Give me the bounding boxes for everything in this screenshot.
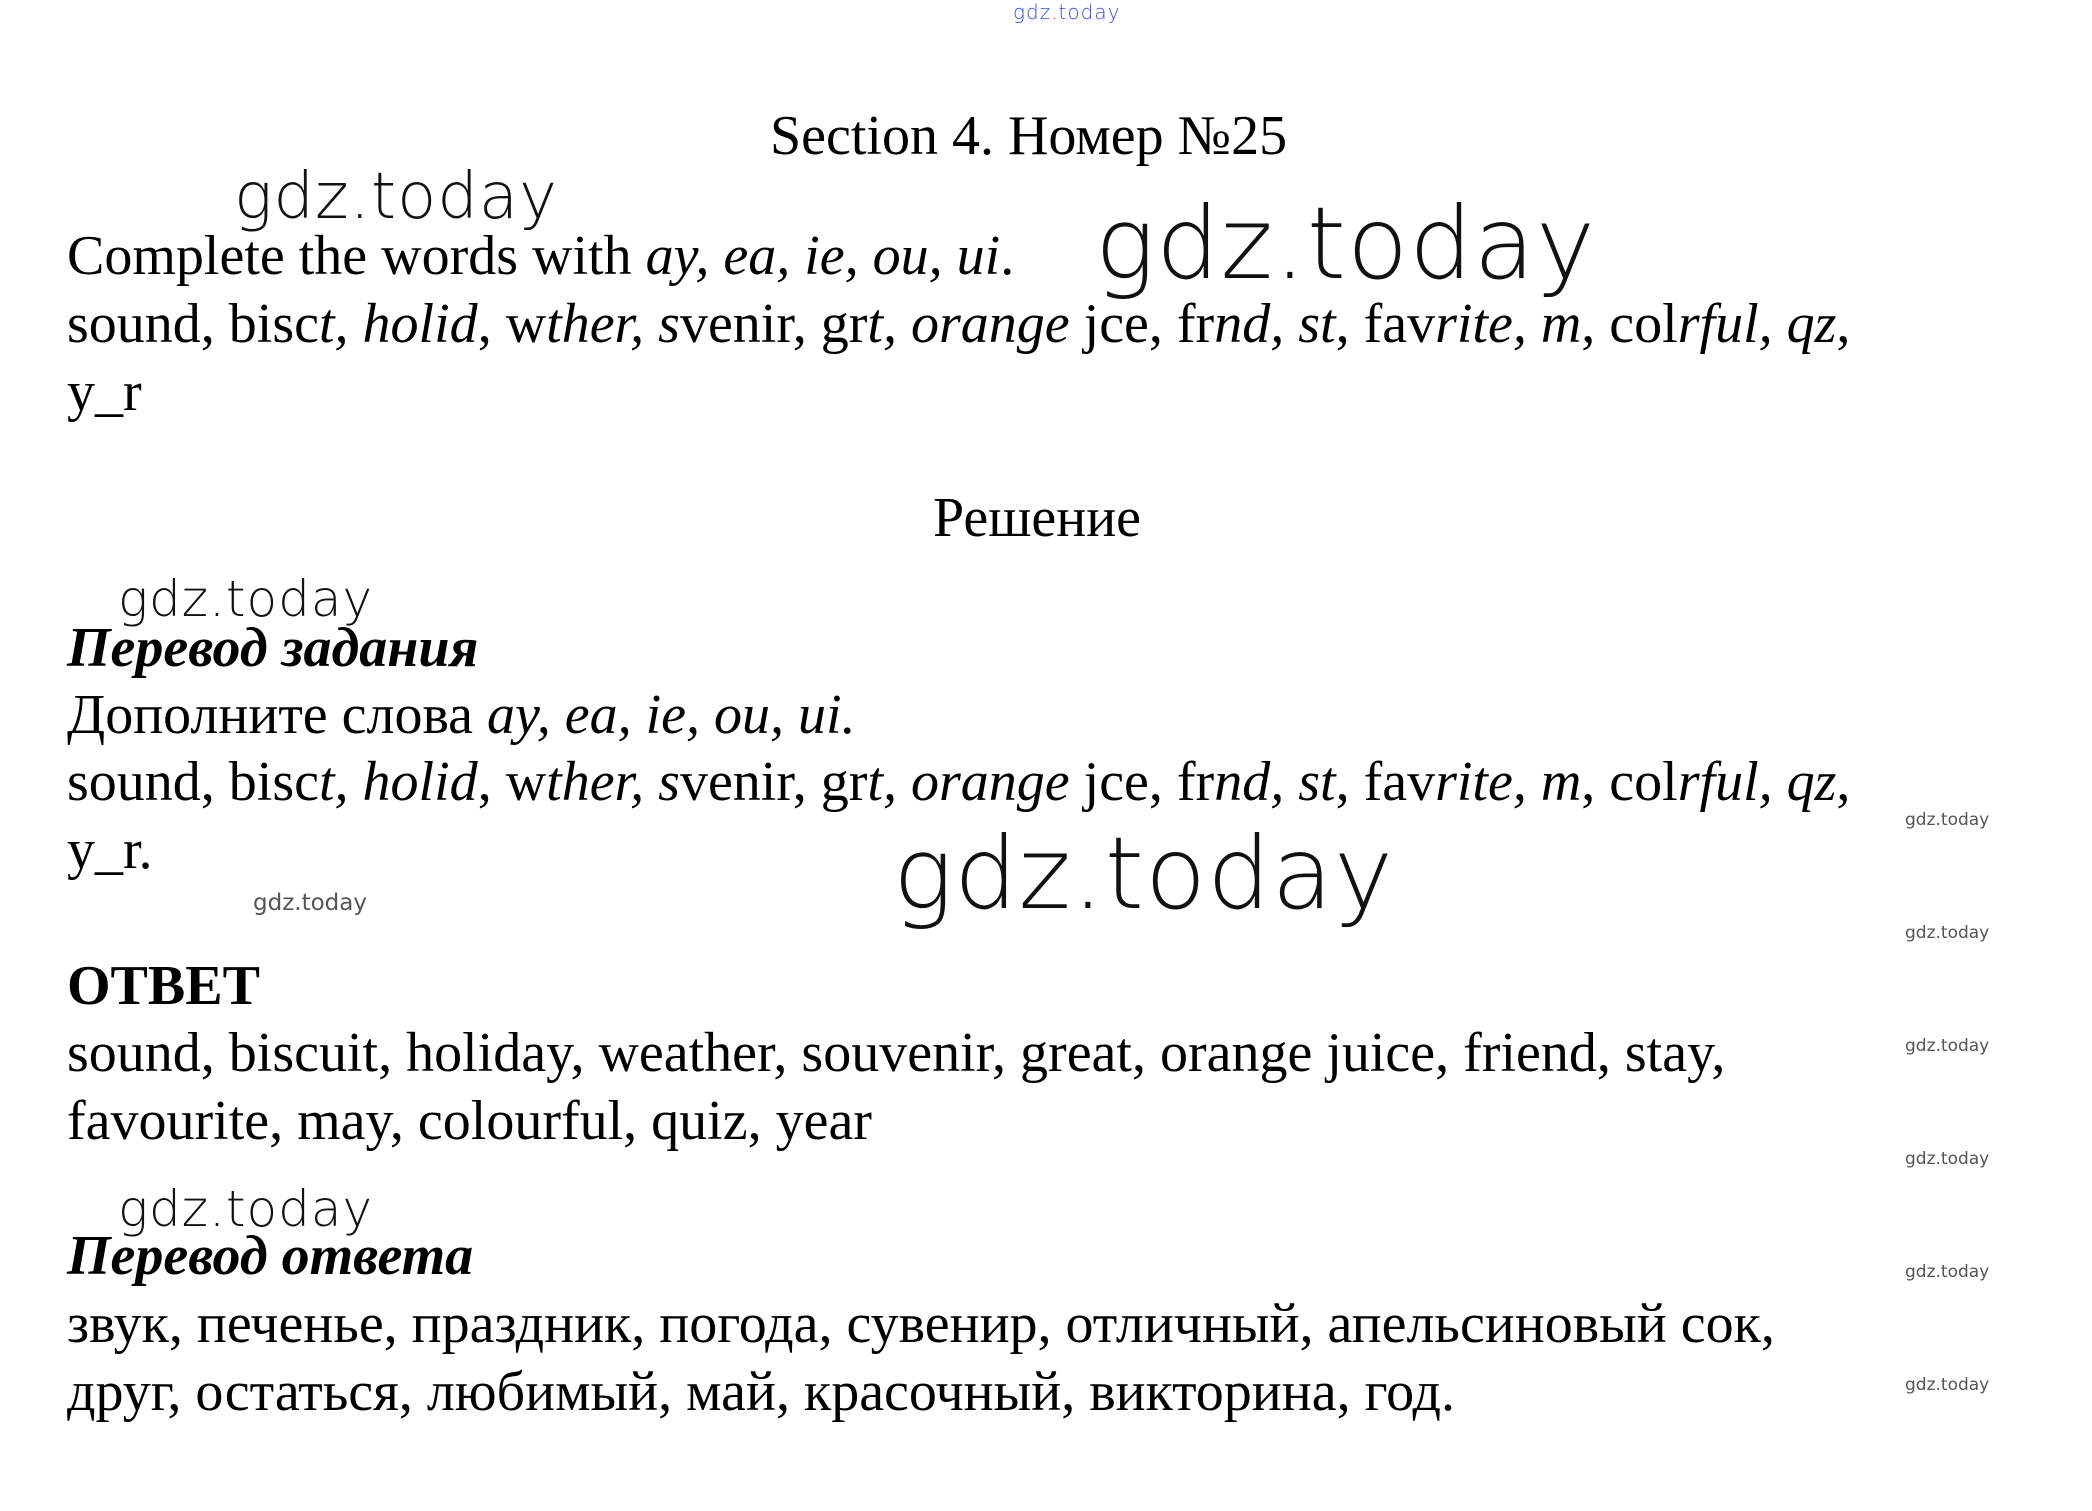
- word-segment: j: [1083, 751, 1100, 813]
- page-title: Section 4. Номер №25: [770, 105, 1288, 167]
- instruction-letters: ay, ea, ie, ou, ui: [645, 225, 1001, 287]
- answer-line2: favourite, may, colourful, quiz, year: [67, 1090, 872, 1152]
- translation-letters: ay, ea, ie, ou, ui.: [487, 684, 856, 746]
- answer-translation-heading: Перевод ответа: [67, 1225, 474, 1287]
- task-words-line1: [67, 290, 1850, 358]
- word-segment: ther, s: [546, 751, 680, 813]
- watermark: gdz.today: [893, 815, 1395, 932]
- watermark: gdz.today: [118, 570, 374, 628]
- word-segment: venir, gr: [679, 751, 868, 813]
- watermark-small: gdz.today: [1905, 1149, 1990, 1169]
- translation-words-line2: y_r.: [67, 819, 153, 881]
- word-segment: ,: [1836, 751, 1851, 813]
- word-segment: ce, fr: [1099, 293, 1215, 355]
- word-segment: t, orange: [867, 751, 1084, 813]
- instruction-prefix: Complete the words with: [67, 225, 646, 287]
- word-segment: , col: [1581, 751, 1678, 813]
- word-segment: venir, gr: [679, 293, 868, 355]
- word-segment: rite, m: [1435, 751, 1582, 813]
- word-segment: rite, m: [1435, 293, 1582, 355]
- word-segment: , fav: [1335, 293, 1436, 355]
- word-segment: sound, bisc: [67, 293, 319, 355]
- word-segment: t, holid: [319, 293, 478, 355]
- watermark-small: gdz.today: [1905, 1262, 1990, 1282]
- solution-label: Решение: [933, 487, 1142, 549]
- word-segment: , w: [477, 751, 547, 813]
- translation-instruction: [67, 681, 856, 749]
- answer-translation-line1: звук, печенье, праздник, погода, сувенир, отличный, апельсиновый сок,: [67, 1293, 1775, 1355]
- word-segment: , fav: [1335, 751, 1436, 813]
- watermark-small: gdz.today: [1905, 1375, 1990, 1395]
- watermark-small: gdz.today: [1905, 923, 1990, 943]
- answer-heading: ОТВЕТ: [67, 955, 260, 1017]
- watermark: gdz.today: [234, 160, 558, 234]
- translation-prefix: Дополните слова: [67, 684, 487, 746]
- word-segment: nd, st: [1214, 293, 1336, 355]
- word-segment: , w: [477, 293, 547, 355]
- answer-line1: sound, biscuit, holiday, weather, souvenir, great, orange juice, friend, stay,: [67, 1022, 1726, 1084]
- task-words-line2: y_r: [67, 361, 142, 423]
- word-segment: , col: [1581, 293, 1678, 355]
- word-segment: rful, qz: [1677, 751, 1837, 813]
- watermark-small: gdz.today: [253, 890, 367, 916]
- instruction-suffix: .: [1000, 225, 1015, 287]
- watermark: gdz.today: [1095, 185, 1597, 302]
- word-segment: ce, fr: [1099, 751, 1215, 813]
- word-segment: ther, s: [546, 293, 680, 355]
- watermark-small: gdz.today: [1905, 1036, 1990, 1056]
- watermark: gdz.today: [118, 1180, 374, 1238]
- word-segment: t, holid: [319, 751, 478, 813]
- word-segment: ,: [1836, 293, 1851, 355]
- task-instruction: [67, 222, 1014, 290]
- answer-translation-line2: друг, остаться, любимый, май, красочный, викторина, год.: [67, 1361, 1456, 1423]
- word-segment: rful, qz: [1677, 293, 1837, 355]
- watermark-top: gdz.today: [1013, 0, 1121, 24]
- translation-words-line1: [67, 748, 1850, 816]
- translation-heading: Перевод задания: [67, 617, 479, 679]
- word-segment: j: [1083, 293, 1100, 355]
- watermark-small: gdz.today: [1905, 810, 1990, 830]
- word-segment: nd, st: [1214, 751, 1336, 813]
- word-segment: t, orange: [867, 293, 1084, 355]
- word-segment: sound, bisc: [67, 751, 319, 813]
